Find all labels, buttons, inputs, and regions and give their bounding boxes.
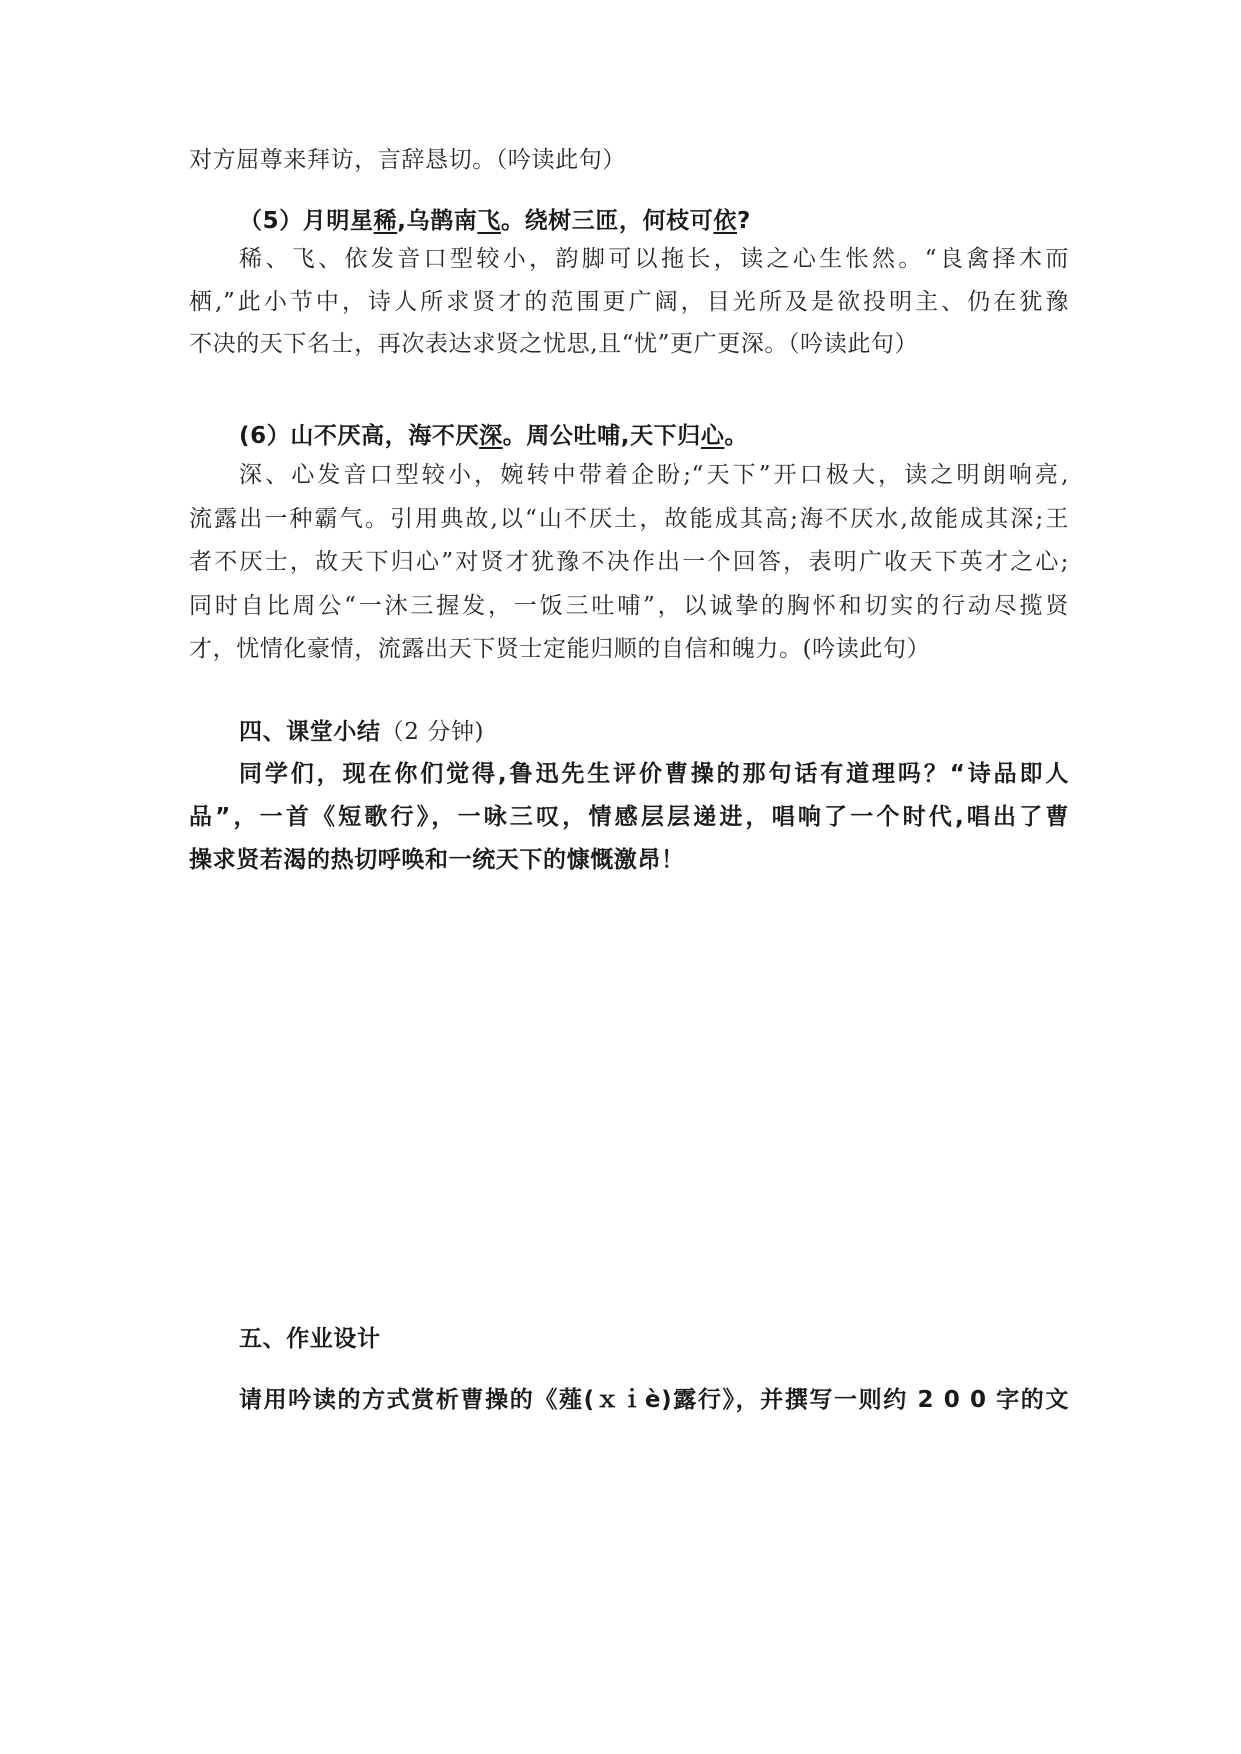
section-5-heading <box>239 205 1119 237</box>
text-line: 深、心发音口型较小，婉转中带着企盼;“天下”开口极大，读之明朗响亮, <box>239 462 1069 488</box>
text-line: 品”，一首《短歌行》，一咏三叹，情感层层递进，唱响了一个时代,唱出了曹 <box>189 804 1069 830</box>
text-line: 流露出一种霸气。引用典故,以“山不厌土，故能成其高;海不厌水,故能成其深;王 <box>189 506 1069 532</box>
underlined-char: 深 <box>479 423 503 449</box>
heading-text: ,乌鹊南 <box>397 208 478 234</box>
text-line: 操求贤若渴的热切呼唤和一统天下的慷慨激昂！ <box>189 847 685 873</box>
heading-text: （5）月明星 <box>239 208 374 234</box>
section-6-heading <box>239 420 1119 452</box>
text-line: 不决的天下名士，再次表达求贤之忧思,且“忧”更广更深。（吟读此句） <box>189 331 919 357</box>
text-line: 才，忧情化豪情，流露出天下贤士定能归顺的自信和魄力。(吟读此句） <box>189 636 931 662</box>
text-line: 栖,”此小节中，诗人所求贤才的范围更广阔，目光所及是欲投明主、仍在犹豫 <box>189 289 1069 315</box>
section-5-title: 五、作业设计 <box>239 1326 381 1352</box>
heading-title: 四、课堂小结 <box>239 719 381 745</box>
heading-text: ? <box>736 208 751 234</box>
text-line: 同学们，现在你们觉得,鲁迅先生评价曹操的那句话有道理吗？“诗品即人 <box>239 761 1069 787</box>
heading-time: （2 分钟) <box>380 719 485 745</box>
text-line: 稀、飞、依发音口型较小，韵脚可以拖长，读之心生怅然。“良禽择木而 <box>239 246 1069 272</box>
heading-text: 。绕树三匝，何枝可 <box>500 208 714 234</box>
heading-text: (6）山不厌高，海不厌 <box>239 423 480 449</box>
section-4-heading <box>239 716 1119 748</box>
text-line: 请用吟读的方式赏析曹操的《薤(ｘｉè)露行》，并撰写一则约 2 0 0 字的文 <box>239 1387 1069 1413</box>
underlined-char: 飞 <box>477 208 501 234</box>
text-line: 同时自比周公“一沐三握发，一饭三吐哺”，以诚挚的胸怀和切实的行动尽揽贤 <box>189 593 1069 619</box>
text-line: 者不厌士，故天下归心”对贤才犹豫不决作出一个回答，表明广收天下英才之心; <box>189 549 1069 575</box>
underlined-char: 依 <box>713 208 737 234</box>
underlined-char: 心 <box>700 423 725 449</box>
text-line: 对方屈尊来拜访，言辞恳切。（吟读此句） <box>189 147 626 173</box>
underlined-char: 稀 <box>373 208 398 234</box>
heading-text: 。 <box>724 423 749 449</box>
heading-text: 。周公吐哺,天下归 <box>502 423 701 449</box>
